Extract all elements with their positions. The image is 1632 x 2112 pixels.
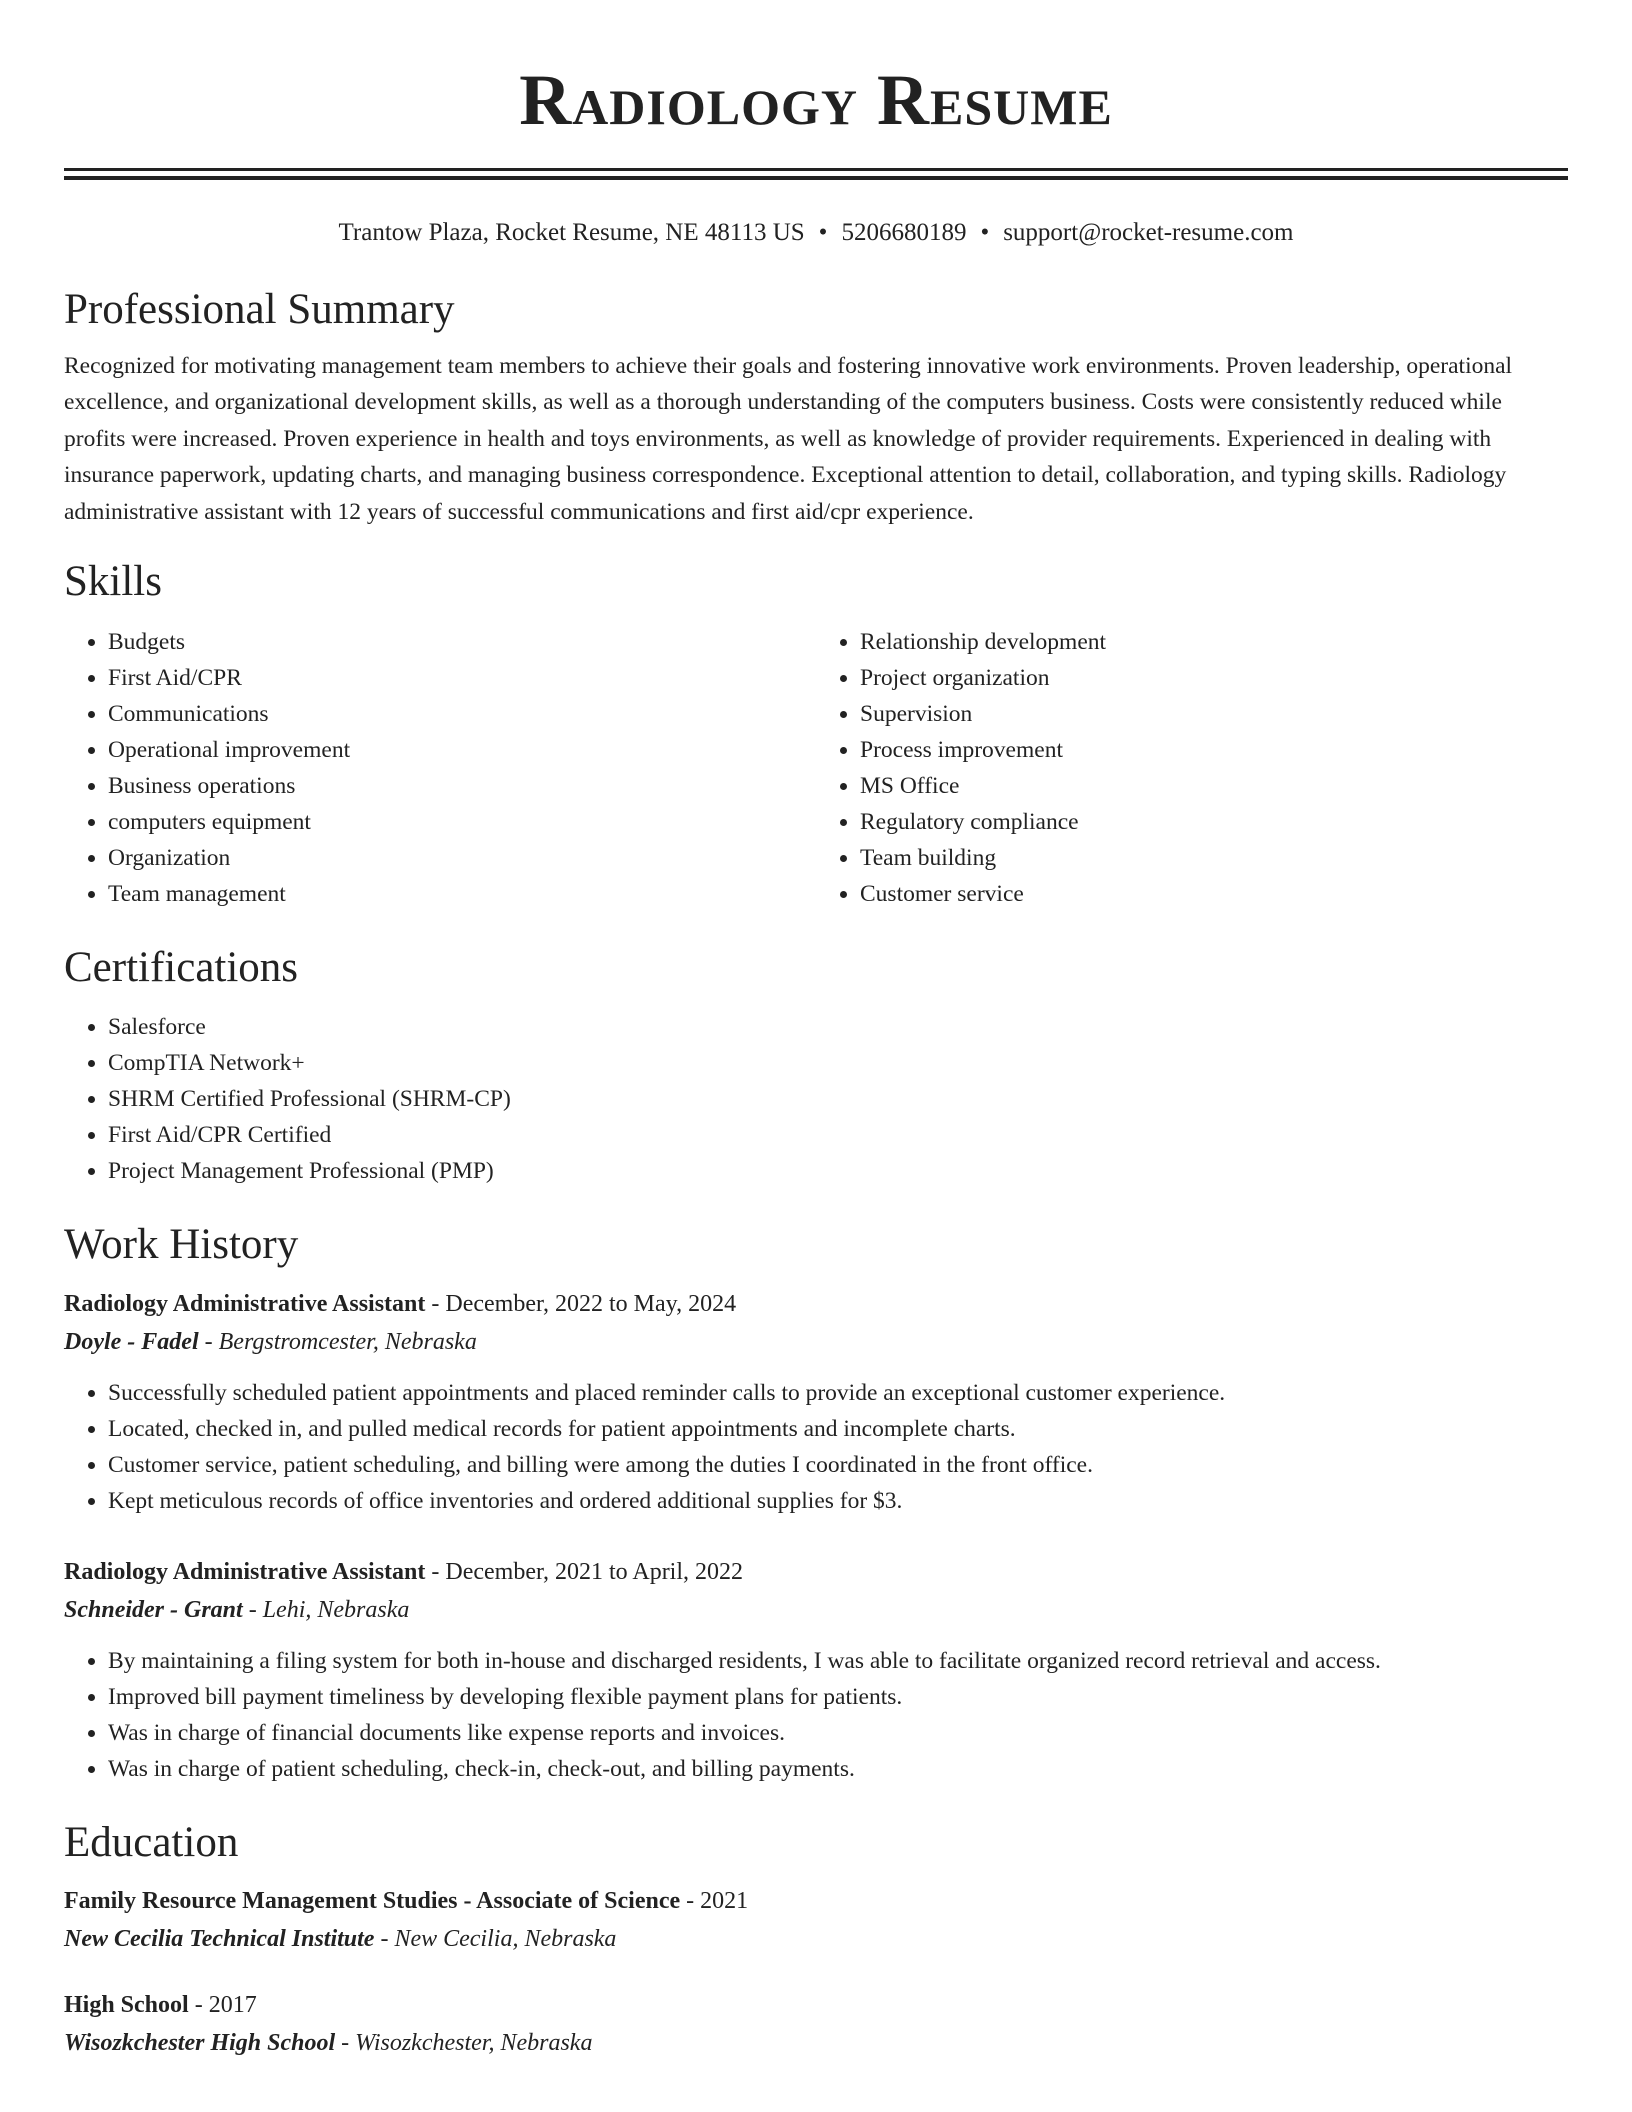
- education-degree-line: Family Resource Management Studies - Associate of Science - 2021: [64, 1888, 749, 1915]
- job-bullet: • Located, checked in, and pulled medical records for patient appointments and incomplete charts.: [108, 1411, 1568, 1447]
- education-year: 2017: [208, 1992, 257, 2019]
- email: support@rocket-resume.com: [1003, 219, 1294, 246]
- education-degree: High School: [64, 1992, 189, 2019]
- skill-item: • Supervision: [860, 696, 1568, 732]
- education-degree: Family Resource Management Studies - Associate of Science: [64, 1888, 681, 1915]
- education-entry: [64, 1986, 1568, 2062]
- skill-item: • Business operations: [108, 768, 816, 804]
- certification-item: • First Aid/CPR Certified: [108, 1117, 1568, 1153]
- work-history-heading: Work History: [64, 1221, 299, 1269]
- job-bullet: • Kept meticulous records of office inventories and ordered additional supplies for $3.: [108, 1483, 1568, 1519]
- certification-item: • Salesforce: [108, 1009, 1568, 1045]
- skill-item: • Process improvement: [860, 732, 1568, 768]
- job-bullets: [64, 1643, 1568, 1787]
- job-bullet: • Improved bill payment timeliness by developing flexible payment plans for patients.: [108, 1679, 1568, 1715]
- skills-columns: [64, 624, 1568, 912]
- skill-item: • Customer service: [860, 876, 1568, 912]
- job-bullet: • By maintaining a filing system for both in-house and discharged residents, I was able to facilitate organized record retrieval and access.: [108, 1643, 1568, 1679]
- certification-item: • SHRM Certified Professional (SHRM-CP): [108, 1081, 1568, 1117]
- education-school-line: Wisozkchester High School - Wisozkchester, Nebraska: [64, 2030, 593, 2057]
- education-location: New Cecilia, Nebraska: [394, 1926, 617, 1953]
- skill-item: • First Aid/CPR: [108, 660, 816, 696]
- education-location: Wisozkchester, Nebraska: [355, 2030, 593, 2057]
- job-company: Doyle - Fadel: [64, 1328, 199, 1355]
- skill-item: • Regulatory compliance: [860, 804, 1568, 840]
- address: Trantow Plaza, Rocket Resume, NE 48113 US: [338, 219, 805, 246]
- skill-item: • Team building: [860, 840, 1568, 876]
- summary-heading: Professional Summary: [64, 286, 455, 333]
- education-school: Wisozkchester High School: [64, 2030, 336, 2057]
- skill-item: • Project organization: [860, 660, 1568, 696]
- job-title: Radiology Administrative Assistant: [64, 1558, 426, 1585]
- education-degree-line: High School - 2017: [64, 1992, 257, 2019]
- skill-item: • Budgets: [108, 624, 816, 660]
- job-entry: [64, 1285, 1568, 1519]
- job-bullet: • Successfully scheduled patient appointments and placed reminder calls to provide an exceptional customer experience.: [108, 1375, 1568, 1411]
- title-divider: [64, 168, 1568, 180]
- education-entry: [64, 1882, 1568, 1958]
- job-location: Bergstromcester, Nebraska: [218, 1328, 477, 1355]
- skill-item: • Team management: [108, 876, 816, 912]
- skills-right-list: [816, 624, 1568, 912]
- education-school-line: New Cecilia Technical Institute - New Cecilia, Nebraska: [64, 1926, 617, 1953]
- education-heading: Education: [64, 1818, 239, 1866]
- education-year: 2021: [700, 1888, 749, 1915]
- resume-title: Radiology Resume: [519, 60, 1113, 140]
- job-entry: [64, 1553, 1568, 1787]
- job-bullets: [64, 1375, 1568, 1519]
- job-dates: December, 2021 to April, 2022: [445, 1558, 744, 1585]
- job-location: Lehi, Nebraska: [262, 1596, 410, 1623]
- job-bullet: • Customer service, patient scheduling, and billing were among the duties I coordinated in the front office.: [108, 1447, 1568, 1483]
- separator: •: [818, 219, 828, 246]
- skill-item: • Communications: [108, 696, 816, 732]
- job-bullet: • Was in charge of financial documents like expense reports and invoices.: [108, 1715, 1568, 1751]
- job-company: Schneider - Grant: [64, 1596, 243, 1623]
- skills-heading: Skills: [64, 558, 162, 606]
- skills-left-list: [64, 624, 816, 912]
- skill-item: • computers equipment: [108, 804, 816, 840]
- job-title: Radiology Administrative Assistant: [64, 1290, 426, 1317]
- skill-item: • MS Office: [860, 768, 1568, 804]
- job-company-line: Doyle - Fadel - Bergstromcester, Nebraska: [64, 1328, 477, 1355]
- job-dates: December, 2022 to May, 2024: [445, 1290, 737, 1317]
- phone: 5206680189: [841, 219, 967, 246]
- job-bullet: • Was in charge of patient scheduling, check-in, check-out, and billing payments.: [108, 1751, 1568, 1787]
- summary-text: Recognized for motivating management team members to achieve their goals and fostering innovative work environments. Proven leadership, operational excellence, and organizational development skills, as well as a thorough understanding of the computers business. Costs were consistently reduced while profits were increased. Proven experience in health and toys environments, as well as knowledge of provider requirements. Experienced in dealing with insurance paperwork, updating charts, and managing business correspondence. Exceptional attention to detail, collaboration, and typing skills. Radiology administrative assistant with 12 years of successful communications and first aid/cpr experience.: [64, 352, 1513, 525]
- education-school: New Cecilia Technical Institute: [64, 1926, 375, 1953]
- skill-item: • Operational improvement: [108, 732, 816, 768]
- certifications-list: [64, 1009, 1568, 1189]
- contact-line: [64, 216, 1568, 250]
- certification-item: • Project Management Professional (PMP): [108, 1153, 1568, 1189]
- certification-item: • CompTIA Network+: [108, 1045, 1568, 1081]
- job-company-line: Schneider - Grant - Lehi, Nebraska: [64, 1596, 410, 1623]
- job-title-line: Radiology Administrative Assistant - December, 2021 to April, 2022: [64, 1558, 744, 1585]
- job-title-line: Radiology Administrative Assistant - December, 2022 to May, 2024: [64, 1290, 737, 1317]
- skill-item: • Organization: [108, 840, 816, 876]
- certifications-heading: Certifications: [64, 943, 299, 991]
- skill-item: • Relationship development: [860, 624, 1568, 660]
- separator: •: [980, 219, 990, 246]
